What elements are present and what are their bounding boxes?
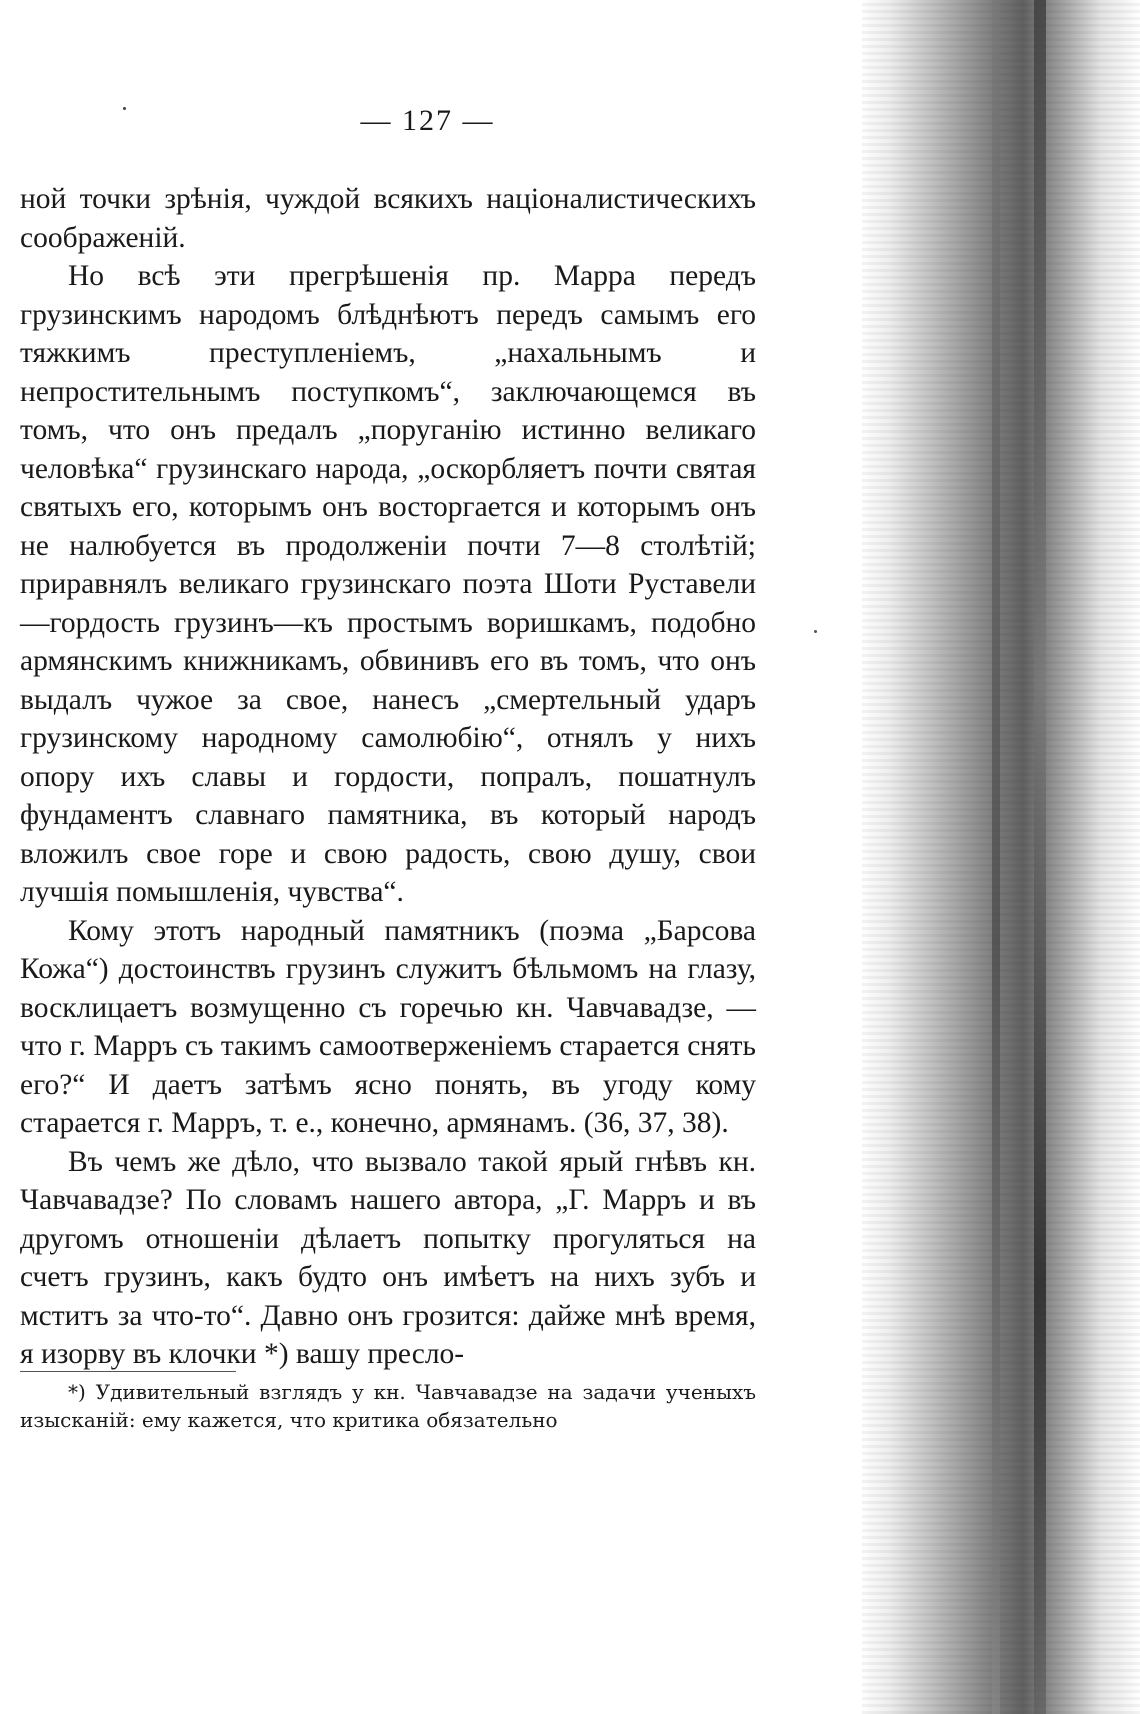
book-spine-shadow [862,0,1140,1714]
footnote-separator [20,1371,236,1372]
paragraph: Въ чемъ же дѣло, что вызвало такой ярый гнѣвъ кн. Чавчавадзе? По словамъ нашего автора, „Г. Марръ и въ другомъ отношеніи дѣлаетъ попытку прогуляться на счетъ грузинъ, какъ будто онъ имѣетъ на нихъ зубъ и мститъ за что-то“. Давно онъ грозится: дайже мнѣ время, я изорву въ клочки *) вашу пресло- [20,1145,756,1370]
paragraph-continuation: ной точки зрѣнія, чуждой всякихъ націоналистическихъ соображеній. [20,183,756,254]
page-number: — 127 — [360,104,495,137]
spine-streak [1034,0,1046,1714]
spine-streak-secondary [992,0,1000,1714]
paragraph: Но всѣ эти прегрѣшенія пр. Марра передъ грузинскимъ народомъ блѣднѣютъ передъ самымъ его тяжкимъ преступленіемъ, „нахальнымъ и непростительнымъ поступкомъ“, заключающемся въ томъ, что онъ предалъ „поруганію истинно великаго человѣка“ грузинскаго народа, „оскорбляетъ почти святая святыхъ его, которымъ онъ восторгается и которымъ онъ не налюбуется въ продолженіи почти 7—8 столѣтій; приравнялъ великаго грузинскаго поэта Шоти Руставели—гордость грузинъ—къ простымъ воришкамъ, подобно армянскимъ книжникамъ, обвинивъ его въ томъ, что онъ выдалъ чужое за свое, нанесъ „смертельный ударъ грузинскому народному самолюбію“, отнялъ у нихъ опору ихъ славы и гордости, попралъ, пошатнулъ фундаментъ славнаго памятника, въ который народъ вложилъ свое горе и свою радость, свою душу, свои лучшія помышленія, чувства“. [20,260,756,908]
footnote-text: *) Удивительный взглядъ у кн. Чавчавадзе на задачи ученыхъ изысканій: ему кажется, что критика обязательно [20,1380,756,1432]
footnote [20,1378,756,1434]
body-text [20,180,756,1374]
print-speck [814,630,817,633]
paragraph: Кому этотъ народный памятникъ (поэма „Барсова Кожа“) достоинствъ грузинъ служитъ бѣльмомъ на глазу, восклицаетъ возмущенно съ горечью кн. Чавчавадзе, — что г. Марръ съ такимъ самоотверженіемъ старается снять его?“ И даетъ затѣмъ ясно понять, въ угоду кому старается г. Марръ, т. е., конечно, армянамъ. (36, 37, 38). [20,914,756,1139]
